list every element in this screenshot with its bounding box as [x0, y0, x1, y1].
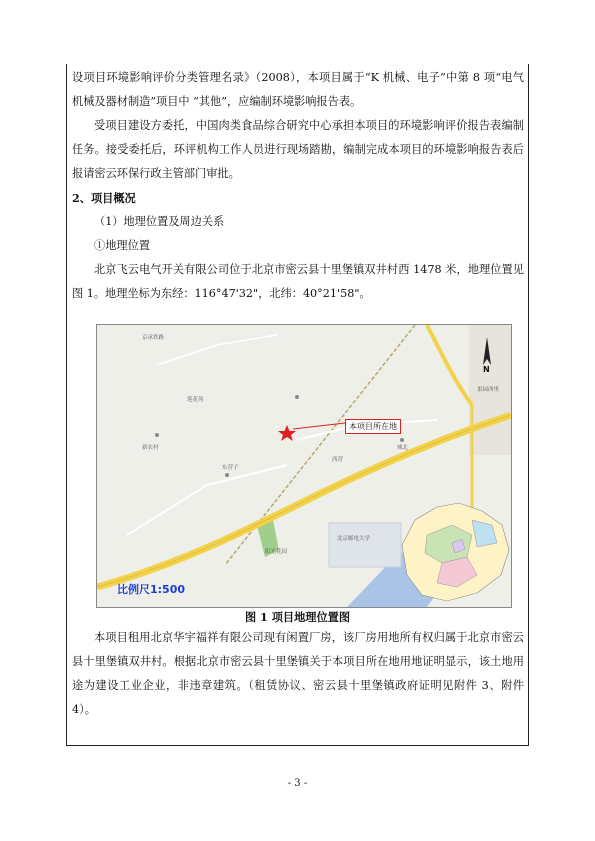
- paragraph-3: 北京飞云电气开关有限公司位于北京市密云县十里堡镇双井村西 1478 米，地理位置见图 1。地理坐标为东经：116°47'32"，北纬：40°21'58"。: [72, 263, 524, 300]
- body-text: [72, 66, 524, 306]
- map-label-village3: 西营: [332, 457, 344, 463]
- page-number: - 3 -: [287, 778, 308, 789]
- subsection-heading: （1）地理位置及周边关系: [94, 215, 225, 228]
- map-label-village4: 城北: [397, 445, 409, 451]
- map-graphic: [97, 325, 511, 607]
- map-label-village1: 新农村: [142, 445, 159, 451]
- map-label-village5: 果园西里: [477, 387, 500, 393]
- map-label-village2: 东营子: [222, 465, 239, 471]
- north-label: N: [483, 365, 490, 374]
- map-label-road: 京承铁路: [142, 335, 165, 341]
- section-heading: 2、项目概况: [72, 191, 136, 205]
- figure-caption: 图 1 项目地理位置图: [244, 610, 351, 624]
- paragraph-1: 设项目环境影响评价分类管理名录》（2008），本项目属于“K 机械、电子”中第 8 项“电气机械及器材制造”项目中 “其他”，应编制环境影响报告表。: [72, 71, 524, 108]
- map-label-park: 阳光花园: [265, 549, 288, 555]
- body-text-2: [72, 626, 524, 722]
- paragraph-4: 本项目租用北京华宇福祥有限公司现有闲置厂房，该厂房用地所有权归属于北京市密云县十里堡镇双井村。根据北京市密云县十里堡镇关于本项目所在地用地证明显示，该土地用途为建设工业企业，非违章建筑。（租赁协议、密云县十里堡镇政府证明见附件 3、附件 4）。: [72, 631, 524, 716]
- sub-subsection-heading: ①地理位置: [94, 239, 150, 252]
- map-label-university: 北京邮电大学: [337, 536, 371, 542]
- paragraph-2: 受项目建设方委托，中国肉类食品综合研究中心承担本项目的环境影响评价报告表编制任务。接受委托后，环评机构工作人员进行现场踏勘，编制完成本项目的环境影响报告表后报请密云环保行政主管部门审批。: [72, 119, 524, 180]
- scale-label: 比例尺1:500: [117, 583, 186, 596]
- project-location-label: 本项目所在地: [345, 419, 401, 434]
- map-label-village6: 莲花苑: [187, 397, 204, 403]
- location-map: [96, 324, 512, 608]
- campus-block: [329, 523, 401, 567]
